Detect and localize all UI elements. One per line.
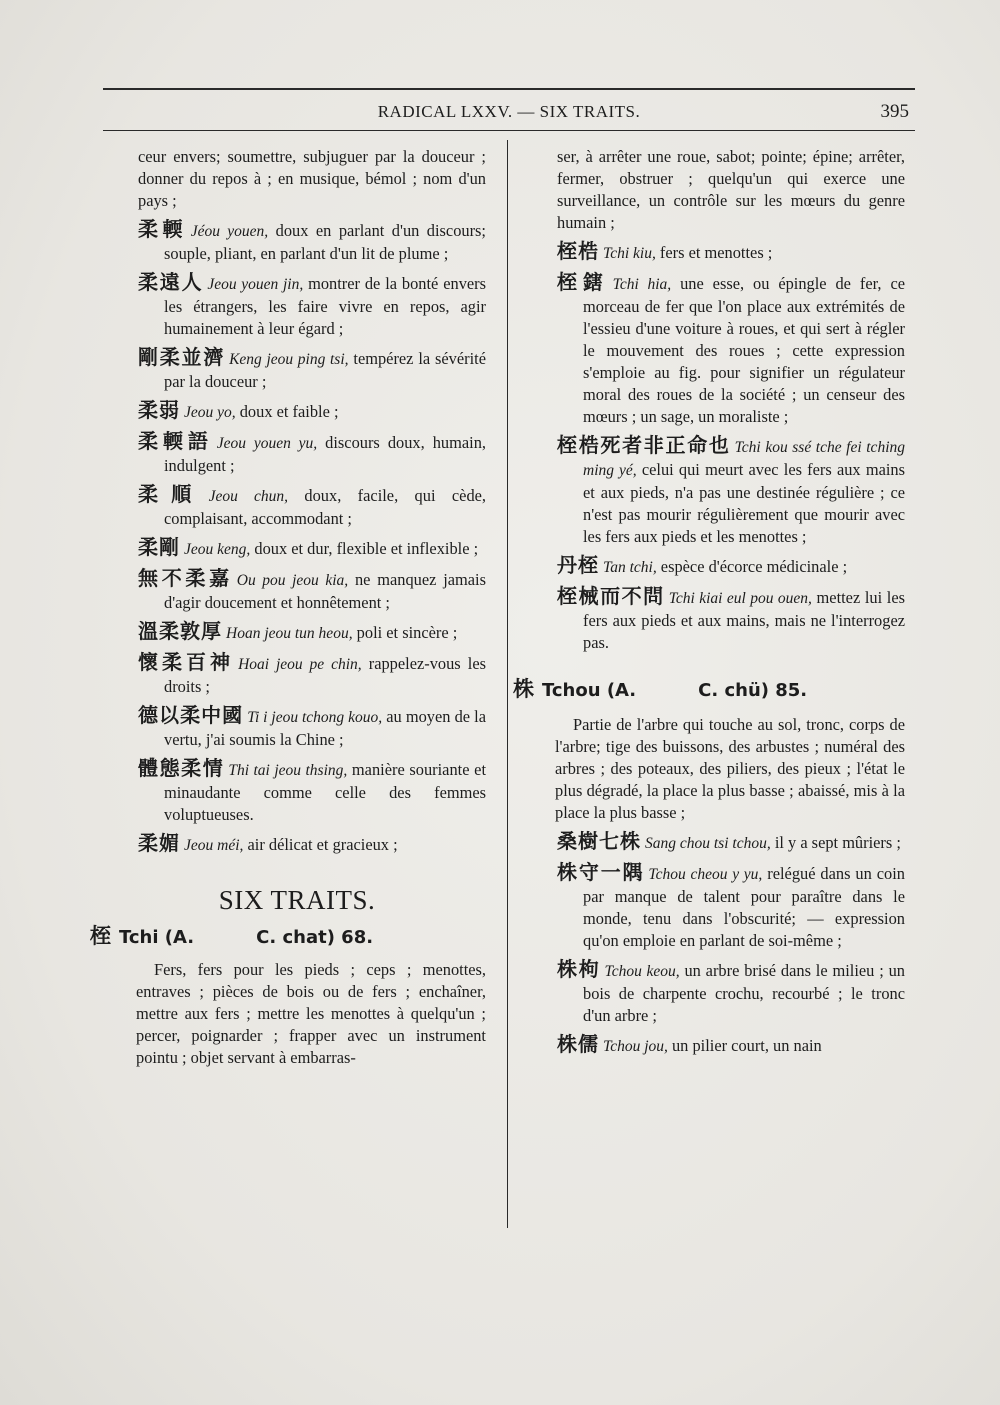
entry-characters: 懷柔百神	[138, 650, 235, 674]
entry-definition: mettez lui les fers aux pieds et aux mains, mais ne l'interrogez pas.	[583, 588, 905, 652]
entry-romanization: Tchi hia,	[612, 276, 672, 293]
entry-definition: un arbre brisé dans le milieu ; un bois de charpente crochu, recourbé ; le tronc d'un arbre ;	[583, 961, 905, 1025]
entry	[527, 434, 905, 548]
entry-romanization: Jéou youen,	[190, 223, 269, 240]
entry-characters: 株守一隅	[557, 860, 645, 884]
entry-romanization: Jeou keng,	[184, 541, 251, 558]
entry-characters: 丹桎	[557, 553, 599, 577]
entry-definition: doux et faible ;	[235, 402, 339, 421]
entry	[527, 958, 905, 1027]
entry-romanization: Tchou cheou y yu,	[648, 866, 763, 883]
right-entries-a	[527, 240, 905, 654]
entry-characters: 桎鎋	[557, 270, 609, 294]
running-head: RADICAL LXXV. — SIX TRAITS.	[377, 102, 641, 121]
entry	[527, 554, 905, 579]
entry-romanization: Tchi kou ssé tche fei tching ming yé,	[583, 439, 905, 479]
entry-romanization: Thi tai jeou thsing,	[228, 762, 348, 779]
character-heading	[90, 925, 486, 949]
entry	[108, 832, 486, 857]
entry-definition: il y a sept mûriers ;	[770, 833, 901, 852]
entry-romanization: Keng jeou ping tsi,	[229, 351, 349, 368]
entry-characters: 株枸	[557, 957, 601, 981]
entry-characters: 桎械而不問	[557, 584, 665, 608]
entry-definition: une esse, ou épingle de fer, ce morceau de fer que l'on place aux extrémités de l'essieu d'une voiture à roues, et qui sert à régler le mouvement des roues ; cette expression s'emploie au fig. pour signifier un régulateur moral des roues de la société ; un censeur des mœurs ; un sage, un moraliste ;	[583, 274, 905, 426]
entry-definition: un pilier court, un nain	[667, 1036, 822, 1055]
entry-characters: 德以柔中國	[138, 703, 244, 727]
entry-definition: tempérez la sévérité par la douceur ;	[164, 349, 486, 391]
entry	[108, 620, 486, 645]
column-divider	[507, 140, 508, 1228]
entry-characters: 柔遠人	[138, 270, 204, 294]
entry-characters: 體態柔情	[138, 756, 225, 780]
heading-reference: C. chü) 85.	[698, 680, 808, 701]
entry	[527, 585, 905, 654]
entry	[108, 704, 486, 751]
character-heading	[513, 678, 905, 702]
entry-definition: discours doux, humain, indulgent ;	[164, 433, 486, 475]
entry-definition: doux et dur, flexible et inflexible ;	[250, 539, 479, 558]
entry-romanization: Jeou yo,	[184, 404, 236, 421]
entry-romanization: Tan tchi,	[603, 559, 657, 576]
entry	[108, 399, 486, 424]
entry-characters: 桎梏死者非正命也	[557, 433, 731, 457]
page-header	[103, 88, 915, 131]
heading-reference: C. chat) 68.	[256, 927, 374, 948]
entry-romanization: Ou pou jeou kia,	[236, 572, 349, 589]
entry	[527, 861, 905, 952]
entry-romanization: Hoai jeou pe chin,	[238, 656, 362, 673]
entry-characters: 柔輭	[138, 217, 187, 241]
entry-characters: 柔剛	[138, 535, 180, 559]
continuation-text: ceur envers; soumettre, subjuguer par la douceur ; donner du repos à ; en musique, bémol ; nom d'un pays ;	[138, 147, 486, 210]
entry	[527, 271, 905, 428]
entry-romanization: Jeou méi,	[184, 837, 244, 854]
entry-definition: manière souriante et minaudante comme celle des femmes voluptueuses.	[164, 760, 487, 824]
entry-characters: 桑樹七株	[557, 829, 641, 853]
entry-characters: 柔弱	[138, 398, 180, 422]
entry	[527, 830, 905, 855]
left-column	[90, 146, 487, 1075]
heading-character: 株	[513, 677, 534, 701]
entry	[108, 430, 486, 477]
entry-definition: rappelez-vous les droits ;	[164, 654, 487, 696]
entry-characters: 無不柔嘉	[138, 566, 233, 590]
character-definition: Partie de l'arbre qui touche au sol, tronc, corps de l'arbre; tige des buissons, des arbustes ; numéral des arbres ; des poteaux, des piliers, des pieux ; l'état le plus dégradé, la place la plus basse ; abaissé, mis à la place la plus basse ;	[555, 715, 905, 822]
right-column	[513, 146, 905, 1064]
entry-romanization: Ti i jeou tchong kouo,	[247, 709, 383, 726]
entry	[527, 1033, 905, 1058]
entry	[108, 757, 486, 826]
entry-definition: au moyen de la vertu, j'ai soumis la Chine ;	[164, 707, 487, 749]
entry-definition: montrer de la bonté envers les étrangers, les faire vivre en repos, agir humainement à leur égard ;	[164, 274, 486, 338]
entry-characters: 溫柔敦厚	[138, 619, 222, 643]
entry-romanization: Tchou keou,	[604, 963, 680, 980]
character-definition: Fers, fers pour les pieds ; ceps ; menottes, entraves ; pièces de bois ou de fers ; enchaîner, mettre aux fers ; mettre les menottes à quelqu'un ; percer, poignarder ; frapper avec un instrument pointu ; objet servant à embarras-	[136, 960, 486, 1067]
entry	[527, 240, 905, 265]
entry-definition: fers et menottes ;	[655, 243, 773, 262]
entry-characters: 柔順	[138, 482, 205, 506]
entry	[108, 271, 486, 340]
entry-definition: poli et sincère ;	[352, 623, 458, 642]
left-entries	[108, 218, 486, 857]
entry-romanization: Jeou youen yu,	[216, 435, 318, 452]
entry	[108, 483, 486, 530]
entry-characters: 株儒	[557, 1032, 599, 1056]
heading-name: Tchi (A.	[119, 927, 195, 948]
entry-definition: doux, facile, qui cède, complaisant, accommodant ;	[164, 486, 487, 528]
entry-definition: air délicat et gracieux ;	[243, 835, 398, 854]
right-entries-b	[527, 830, 905, 1058]
entry	[108, 567, 486, 614]
entry	[108, 651, 486, 698]
section-title: SIX TRAITS.	[218, 885, 376, 915]
continuation-text: ser, à arrêter une roue, sabot; pointe; épine; arrêter, fermer, obstruer ; quelqu'un qui exerce une surveillance, un contrôle sur les mœurs du genre humain ;	[557, 147, 905, 232]
entry-definition: celui qui meurt avec les fers aux mains et aux pieds, n'a pas une destinée régulière ; ce n'est pas mourir régulièrement que mourir avec les fers aux pieds et les menottes ;	[583, 460, 905, 546]
entry-definition: espèce d'écorce médicinale ;	[656, 557, 848, 576]
entry-romanization: Tchi kiai eul pou ouen,	[668, 590, 812, 607]
entry-characters: 柔輭語	[138, 429, 213, 453]
entry-romanization: Jeou youen jin,	[207, 276, 304, 293]
entry	[108, 536, 486, 561]
entry-definition: doux en parlant d'un discours; souple, pliant, en parlant d'un lit de plume ;	[164, 221, 486, 263]
entry-definition: ne manquez jamais d'agir doucement et honnêtement ;	[164, 570, 486, 612]
entry-romanization: Hoan jeou tun heou,	[226, 625, 353, 642]
entry-romanization: Tchou jou,	[603, 1038, 668, 1055]
entry	[108, 346, 486, 393]
entry-romanization: Tchi kiu,	[603, 245, 656, 262]
entry	[108, 218, 486, 265]
entry-definition: relégué dans un coin par manque de talent pour paraître dans le monde, tenu dans l'obscurité; — expression qu'on emploie en parlant de soi-même ;	[583, 864, 905, 950]
entry-characters: 柔媚	[138, 831, 180, 855]
page-number: 395	[880, 101, 909, 122]
entry-characters: 剛柔並濟	[138, 345, 226, 369]
entry-romanization: Jeou chun,	[208, 488, 289, 505]
heading-name: Tchou (A.	[542, 680, 637, 701]
entry-characters: 桎梏	[557, 239, 599, 263]
heading-character: 桎	[90, 924, 111, 948]
entry-romanization: Sang chou tsi tchou,	[645, 835, 771, 852]
